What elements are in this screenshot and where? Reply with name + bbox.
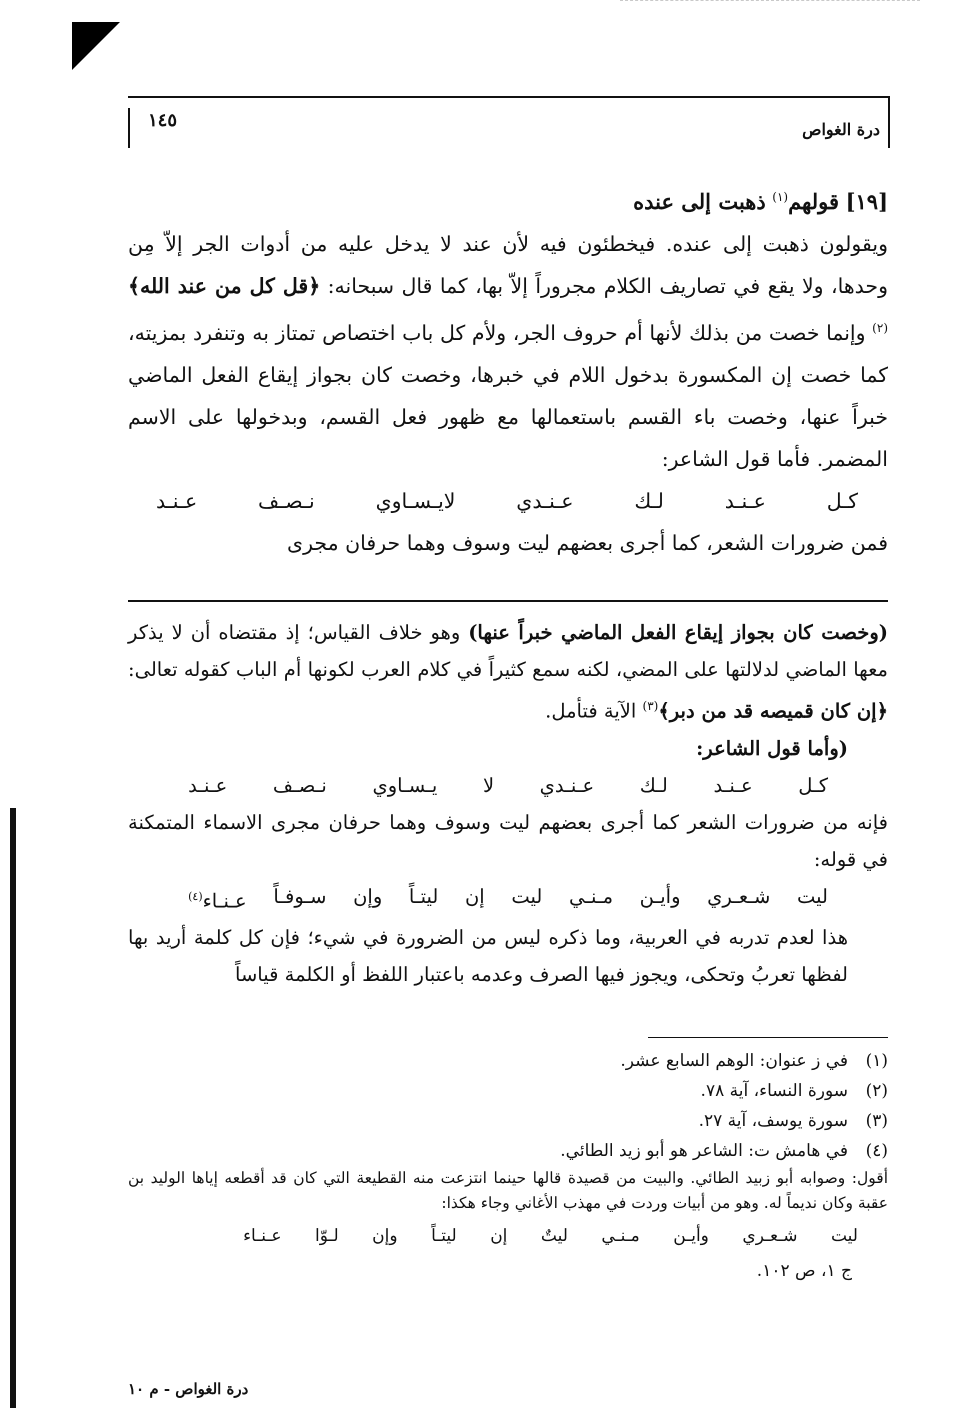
footnote-text: في ز عنوان: الوهم السابع عشر.: [620, 1051, 848, 1071]
main-paragraph-2: فمن ضرورات الشعر، كما أجرى بعضهم ليت وسوف وهما حرفان مجرى: [287, 530, 888, 555]
footnote-verse: [128, 1216, 888, 1256]
verse-word: مـنـي: [601, 1226, 640, 1246]
verse-word: سـوفـاً: [273, 884, 327, 908]
footnote-reference: ج ١، ص ١٠٢.: [756, 1261, 852, 1281]
poetry-verse: [128, 767, 888, 804]
footnote-text: سورة النساء، آية ٧٨.: [700, 1081, 848, 1101]
verse-footnote-ref: (٤): [188, 889, 203, 903]
commentary-paragraph-4: هذا لعدم تدربه في العربية، وما ذكره ليس من الضرورة في شيء؛ فإن كل كلمة أريد بها لفظها تعربُ وتحكى، ويجوز فيها الصرف وعدمه باعتبار اللفظ أو الكلمة قياساً: [128, 926, 848, 986]
quran-quote: ﴿إن كان قميصه قد من دبر﴾: [658, 699, 888, 723]
commentary-lemma-2: [128, 730, 888, 767]
verse-word: وإن: [353, 884, 383, 908]
verse-word: وأيـن: [673, 1226, 709, 1246]
commentary-separator: [128, 600, 888, 602]
verse-word: إن: [464, 884, 485, 908]
footnote-4-extra: أقول: وصوابه أبو زبيد الطائي. والبيت من قصيدة قالها حينما انتزعت منه القطيعة التي كان قد أقطعه إياها الوليد بن عقبة وكان نديماً له. وهو من أبيات وردت في مهذب الأغاني وجاء هكذا:: [128, 1169, 888, 1212]
verse-word-last: [188, 878, 247, 920]
footnote-3: [128, 1106, 888, 1136]
commentary-paragraph-3: فإنه من ضرورات الشعر كما أجرى بعضهم ليت وسوف وهما حرفان مجرى الاسماء المتمكنة في قوله:: [128, 810, 888, 871]
verse-word: شـعـري: [707, 884, 771, 908]
verse-word: كـل: [798, 773, 828, 797]
main-text: [128, 176, 888, 564]
verse-word: وإن: [372, 1226, 398, 1246]
verse-word: لـوّا: [314, 1226, 339, 1246]
verse-word: يـسـاوي: [372, 773, 438, 797]
commentary-body-end: الآية فتأمل.: [545, 699, 637, 723]
verse-word: لايـسـاوي: [375, 488, 456, 513]
footnote-text: في هامش ت: الشاعر هو أبو زيد الطائي.: [560, 1141, 848, 1161]
verse-word: ليت: [830, 1226, 858, 1246]
verse-word: مـنـي: [569, 884, 614, 908]
signature-mark: درة الغواص - م ١٠: [128, 1380, 249, 1398]
verse-word: عـنـد: [713, 773, 753, 797]
verse-word: عـنـدي: [539, 773, 595, 797]
verse-word: ليت: [797, 884, 828, 908]
page-number: ١٤٥: [148, 110, 178, 131]
verse-word: عـنـدي: [516, 488, 574, 513]
commentary-paragraph: [128, 614, 888, 730]
scan-artifact: [620, 0, 920, 7]
footnote-4: [128, 1136, 888, 1166]
footnote-number: (١): [865, 1051, 888, 1071]
heading-text: قولهم: [788, 188, 840, 214]
footnote-number: (٤): [865, 1141, 888, 1161]
main-paragraph-cont: وإنما خصت من بذلك لأنها أم حروف الجر، ولأم كل باب اختصاص تمتاز به وتنفرد بمزيته، كما خصت إن المكسورة بدخول اللام في خبرها، وخصت كان بجواز إيقاع الفعل الماضي خبراً عنها، وخصت باء القسم باستعمالها مع ظهور فعل القسم، وبدخولها على الاسم المضمر. فأما قول الشاعر:: [128, 320, 888, 471]
quran-quote: ﴿قل كل من عند الله﴾: [128, 273, 321, 298]
verse-word: إن: [490, 1226, 508, 1246]
heading-footnote-ref: (١): [772, 190, 789, 204]
verse-word: ليت: [511, 884, 543, 908]
footnote-2: [128, 1076, 888, 1106]
verse-word: شـعـري: [742, 1226, 798, 1246]
footnote-number: (٢): [865, 1081, 888, 1101]
quote-footnote-ref: (٢): [872, 320, 888, 335]
commentary-body: وهو خلاف القياس؛ إذ مقتضاه أن لا يذكر معها الماضي لدلالتها على المضي، لكنه سمع كثيراً في كلام العرب لكونها أم الباب كقوله تعالى:: [128, 621, 888, 681]
running-header-frame: [128, 96, 890, 148]
main-paragraph-start: ويقولون ذهبت إلى عنده. فيخطئون فيه لأن عند لا يدخل عليه من أدوات الجر إلاّ مِن وحدها، ولا يقع في تصاريف الكلام مجروراً إلاّ بها، كما قال سبحانه:: [128, 231, 888, 298]
verse-word: عـنـد: [156, 488, 198, 513]
verse-word: ليتـاً: [431, 1226, 457, 1246]
verse-word: عـنـاء: [202, 889, 247, 912]
quote-footnote-ref: (٣): [642, 699, 659, 713]
heading-rest: ذهبت إلى عنده: [633, 188, 766, 214]
header-rule: [128, 108, 130, 148]
scan-margin-bar: [10, 808, 16, 1408]
footnote-separator: [648, 1037, 888, 1038]
verse-word: لـك: [639, 773, 668, 797]
commentary-text: [128, 614, 888, 993]
verse-word: ليتـاً: [408, 884, 439, 908]
verse-word: عـنـد: [188, 773, 228, 797]
footnote-number: (٣): [865, 1111, 888, 1131]
verse-word: لـك: [634, 488, 664, 513]
commentary-lemma-text: (وأما قول الشاعر:: [696, 736, 848, 760]
footnote-text: سورة يوسف، آية ٢٧.: [698, 1111, 848, 1131]
main-paragraph: [128, 223, 888, 480]
commentary-lemma: (وخصت كان بجواز إيقاع الفعل الماضي خبراً عنها): [468, 621, 889, 644]
verse-word: ليتٌ: [540, 1226, 568, 1246]
running-header-title: درة الغواص: [802, 120, 880, 139]
verse-word: عـنـاء: [243, 1226, 282, 1246]
verse-word: عـنـد: [724, 488, 766, 513]
poetry-verse: [128, 480, 888, 522]
verse-word: وأيـن: [639, 884, 681, 908]
poetry-verse-2: [128, 878, 888, 920]
verse-word: لا: [482, 773, 495, 797]
heading-number: [١٩]: [845, 188, 888, 214]
page-corner-mark: [72, 22, 120, 70]
footnote-1: [128, 1046, 888, 1076]
verse-word: نـصـف: [258, 488, 315, 513]
verse-word: كـل: [826, 488, 858, 513]
section-heading: [128, 176, 888, 223]
footnotes: [128, 1046, 888, 1286]
verse-word: نـصـف: [272, 773, 327, 797]
